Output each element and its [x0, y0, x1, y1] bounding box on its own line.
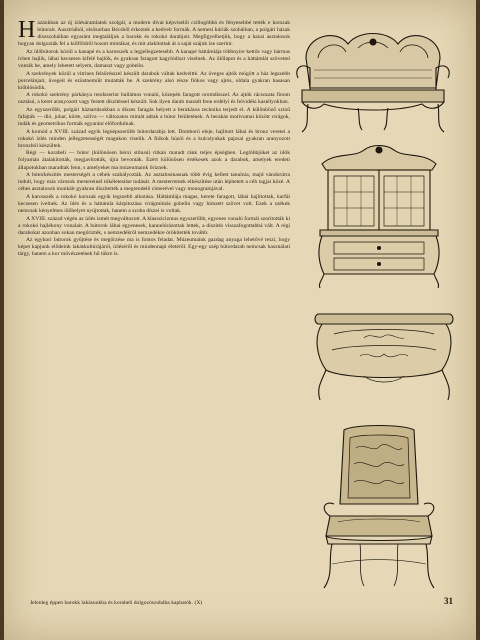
commode-illustration — [304, 296, 464, 406]
paragraph: Régi — korabeli — bútor (különösen bécsi stílusú) ritkán maradt ránk teljes épségben. Legtöbbjüket az idők folyamán átalakították, megjavították, újra bevonták. Ezért különösen értékesek azok a darabok, amelyek eredeti állapotukban maradtak fenn, s amelyeket ma múzeumaink őriznek. — [18, 150, 290, 171]
cabinet-illustration — [304, 142, 454, 292]
paragraph: A komód a XVIII. század egyik legnépszerűbb bútordarabja lett. Domború eleje, hajlított lábai és bronz veretei a rokokó ízlés minden jellegzetességét magukon viselik. A fiókok húzói és a kulcslyukak pajzsai gyakran aranyozott bronzból készültek. — [18, 128, 290, 149]
article-text — [18, 20, 290, 600]
page-number: 31 — [444, 596, 453, 606]
magazine-page — [4, 0, 476, 640]
paragraph: A karosszék a rokokó korszak egyik legszebb alkotása. Háttámlája magas, kerete faragott, lábai hajlítottak, karfái kecsesen ívelnek. Az ülés és a háttámla kárpitozása virágmintás gobelin vagy hímzett szövet volt. Ezek a székek nemcsak kényelmes ülőhelyet nyújtottak, hanem a szoba díszei is voltak. — [18, 193, 290, 214]
drop-cap: H — [18, 20, 36, 43]
footer-line: Jelenleg éppen barokk lakásunkba és korabeli dolgozószobába kaphatók. (X) — [30, 600, 203, 606]
paragraph: A bútorkészítés mesterségét a céhek szabályozták. Az asztalosinasnak több évig kellett tanulnia, majd vándorútra indult, hogy más városok mestereinél tökéletesítse tudását. A mesterremek elkészítése után léphetett a céh tagjai közé. A céhes asztalosok munkáit gyakran díszítették a megrendelő címerével vagy monogramjával. — [18, 172, 290, 193]
paragraph — [18, 20, 290, 48]
paragraph: A szekrények közül a vitrines felsőrésszel készült darabok váltak kedveltté. Az üveges ajtók mögött a ház legszebb porcelánjait, üvegeit és ezüstneműit mutatták be. A szekrény alsó része fiókos vagy ajtós, oldala gyakran hasasan kiöblösödik. — [18, 70, 290, 91]
sofa-illustration — [288, 18, 458, 138]
paragraph: A rokokó szekrény párkánya rendszerint hullámos vonalú, közepén faragott oromdísszel. Az ajtók rácsozata finom osztású, a keret aranyozott vagy festett díszítéssel készült. Sok ilyen darab maradt fenn erdélyi és felvidéki kastélyokban. — [18, 92, 290, 106]
paragraph: Az egyszerűbb, polgári háztartásokban a díszes faragás helyett a berakásos technika terjedt el. A különböző színű fafajták — dió, juhar, körte, szilva — változatos mintát adtak a bútor felületének. A berakás motívumai között virágok, indák és geometrikus formák egyaránt előfordulnak. — [18, 106, 290, 128]
paragraph: Az ülőbútorok közül a kanapé és a karosszék a legjellegzetesebb. A kanapé háttámlája többnyire kettős vagy hármas ívben hajlik, lábai kecsesen kifelé hajlók, és gyakran faragott kagylódíszt viselnek. Az ülőlapot és a háttámlát szövettel vonták be, amely lehetett selyem, damaszt vagy gobelin. — [18, 48, 290, 69]
paragraph: A XVIII. század végén az ízlés ismét megváltozott. A klasszicizmus egyszerűbb, egyenes vonalú formái szorították ki a rokokó hajlékony vonalait. A bútorok lábai egyenesek, kannelúrázottak lettek, a díszítés visszafogottabbá vált. A régi darabokat azonban sokan megőrizték, s nemzedékről nemzedékre örökítették tovább. — [18, 215, 290, 236]
armchair-illustration — [304, 424, 454, 594]
paragraph: Az egykori bútorok gyűjtése és megőrzése ma is fontos feladat. Múzeumaink gazdag anyaga lehetővé teszi, hogy képet kapjunk elődeink lakáskultúrájáról, ízléséről és mindennapi életéről. Egy-egy szép bútordarab nemcsak használati tárgy, hanem a kor művészetének hű tükre is. — [18, 237, 290, 258]
paragraph-text: azánkban az új ízlésáramlatok szolgái, a modern divat képviselői csillogóbbá és fényesebbé tették e korszak bútorait. Ausztriából, elsősorban Bécsből érkeztek a kedvelt formák. A nemesi kúriák szobáiban, a polgári házak díszszobáiban egyaránt megtaláljuk a barokk és rokokó darabjait. Megfigyelhetjük, hogy a hazai asztalosok hogyan dolgozták fel a külföldről hozott mintákat, és mit alakítottak át a saját szájuk íze szerint. — [18, 20, 290, 48]
